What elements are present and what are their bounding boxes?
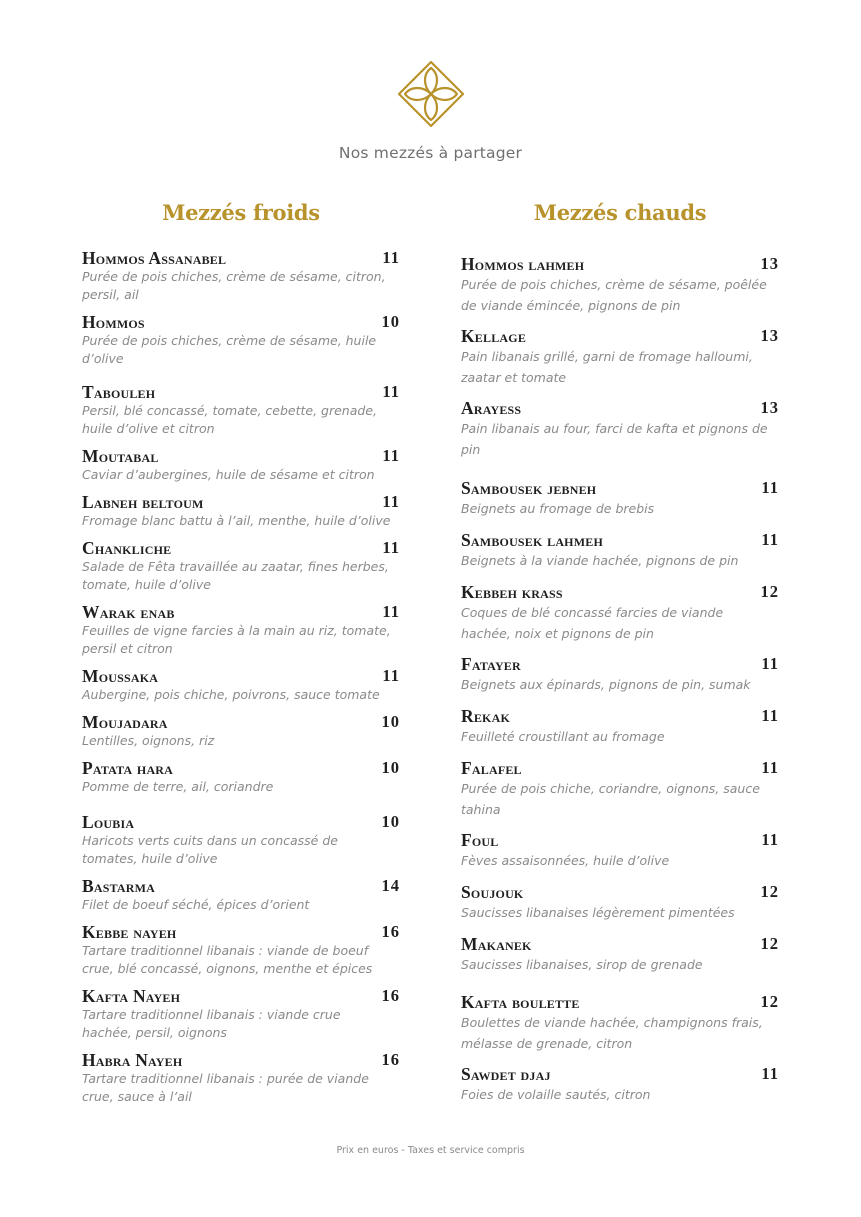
menu-item-price: 10 (381, 758, 400, 777)
menu-item (82, 248, 400, 304)
menu-item (461, 326, 779, 388)
menu-item-description: Pain libanais grillé, garni de fromage halloumi, zaatar et tomate (461, 349, 753, 385)
menu-item-price: 11 (761, 654, 779, 673)
menu-item-header (461, 706, 779, 726)
menu-item-header (82, 446, 400, 466)
gold-diamond-flower-icon (397, 60, 465, 128)
menu-item-name: Makanek (461, 934, 532, 954)
menu-item-description: Saucisses libanaises, sirop de grenade (461, 957, 703, 972)
menu-item-description: Coques de blé concassé farcies de viande hachée, noix et pignons de pin (461, 605, 724, 641)
menu-item (82, 382, 400, 438)
menu-item-description: Fromage blanc battu à l’ail, menthe, huile d’olive (82, 513, 391, 528)
menu-item-price: 13 (760, 254, 779, 273)
menu-item-name: Sawdet djaj (461, 1064, 551, 1084)
menu-item (461, 706, 779, 747)
hot-mezze-column (461, 198, 779, 1102)
menu-item-description: Feuilleté croustillant au fromage (461, 729, 665, 744)
menu-item-name: Kafta boulette (461, 992, 580, 1012)
menu-item-price: 11 (382, 538, 400, 557)
menu-item-name: Fatayer (461, 654, 521, 674)
menu-item-price: 12 (760, 882, 779, 901)
menu-item-price: 16 (381, 922, 400, 941)
menu-item-header (461, 758, 779, 778)
menu-item-description: Filet de boeuf séché, épices d’orient (82, 897, 310, 912)
menu-item-description: Tartare traditionnel libanais : viande crue hachée, persil, oignons (82, 1007, 341, 1040)
menu-item-header (461, 934, 779, 954)
menu-item-price: 12 (760, 992, 779, 1011)
menu-item-price: 11 (761, 478, 779, 497)
menu-item (82, 446, 400, 484)
menu-item-header (82, 492, 400, 512)
menu-item-header (82, 986, 400, 1006)
menu-item (82, 712, 400, 750)
menu-item-header (82, 312, 400, 332)
page-subtitle: Nos mezzés à partager (338, 144, 523, 162)
menu-item (461, 398, 779, 460)
menu-item-price: 13 (760, 326, 779, 345)
menu-item-description: Beignets au fromage de brebis (461, 501, 655, 516)
menu-item-description: Tartare traditionnel libanais : viande de boeuf crue, blé concassé, oignons, menthe et épices (82, 943, 373, 976)
menu-item-header (461, 254, 779, 274)
menu-item-description: Beignets aux épinards, pignons de pin, sumak (461, 677, 751, 692)
menu-item-description: Purée de pois chiche, coriandre, oignons, sauce tahina (461, 781, 760, 817)
menu-item-name: Rekak (461, 706, 510, 726)
menu-item-name: Falafel (461, 758, 522, 778)
menu-item (82, 666, 400, 704)
menu-item-price: 10 (381, 812, 400, 831)
menu-item (461, 882, 779, 923)
menu-item-description: Fèves assaisonnées, huile d’olive (461, 853, 670, 868)
menu-item-header (82, 382, 400, 402)
menu-item-name: Kebbe nayeh (82, 922, 177, 942)
menu-item-name: Labneh beltoum (82, 492, 204, 512)
menu-item-price: 11 (382, 666, 400, 685)
menu-item-header (461, 478, 779, 498)
menu-item-name: Moujadara (82, 712, 168, 732)
menu-item (461, 758, 779, 820)
menu-item-name: Kafta Nayeh (82, 986, 181, 1006)
menu-item (461, 582, 779, 644)
menu-item-header (82, 876, 400, 896)
menu-item (461, 992, 779, 1054)
menu-item (461, 254, 779, 316)
section-title-cold: Mezzés froids (162, 200, 320, 225)
menu-item-name: Arayess (461, 398, 522, 418)
menu-item-header (82, 248, 400, 268)
menu-item (461, 530, 779, 571)
menu-item-price: 14 (381, 876, 400, 895)
menu-item-name: Loubia (82, 812, 135, 832)
menu-item-header (461, 530, 779, 550)
menu-item-description: Foies de volaille sautés, citron (461, 1087, 651, 1102)
menu-item-name: Soujouk (461, 882, 524, 902)
menu-item-description: Tartare traditionnel libanais : purée de viande crue, sauce à l’ail (82, 1071, 369, 1104)
menu-item-price: 10 (381, 712, 400, 731)
menu-item-price: 11 (761, 530, 779, 549)
menu-item (82, 602, 400, 658)
menu-item (461, 654, 779, 695)
menu-item-name: Kebbeh krass (461, 582, 563, 602)
menu-item-price: 11 (382, 446, 400, 465)
menu-item-name: Kellage (461, 326, 527, 346)
menu-item-header (461, 582, 779, 602)
menu-item (82, 758, 400, 796)
menu-item-description: Saucisses libanaises légèrement pimentées (461, 905, 735, 920)
menu-item-price: 11 (382, 248, 400, 267)
menu-item-price: 10 (381, 312, 400, 331)
menu-item-header (82, 602, 400, 622)
menu-item-description: Pain libanais au four, farci de kafta et pignons de pin (461, 421, 768, 457)
menu-item-name: Bastarma (82, 876, 156, 896)
menu-item-price: 11 (761, 758, 779, 777)
menu-item-header (82, 712, 400, 732)
menu-item (461, 934, 779, 975)
menu-item-header (461, 1064, 779, 1084)
menu-item-price: 11 (761, 830, 779, 849)
menu-item-description: Purée de pois chiches, crème de sésame, citron, persil, ail (82, 269, 386, 302)
menu-item-header (461, 882, 779, 902)
menu-item (82, 876, 400, 914)
menu-item-name: Sambousek jebneh (461, 478, 597, 498)
cold-mezze-column (82, 198, 400, 1104)
menu-item (82, 312, 400, 368)
menu-item-name: Hommos (82, 312, 145, 332)
menu-item-header (461, 654, 779, 674)
menu-item-name: Chankliche (82, 538, 172, 558)
menu-item-description: Lentilles, oignons, riz (82, 733, 215, 748)
section-title-hot: Mezzés chauds (533, 200, 707, 225)
menu-item-header (461, 992, 779, 1012)
menu-item (82, 538, 400, 594)
menu-item-price: 16 (381, 1050, 400, 1069)
menu-item-description: Boulettes de viande hachée, champignons frais, mélasse de grenade, citron (461, 1015, 763, 1051)
menu-item-price: 11 (382, 602, 400, 621)
menu-item-price: 12 (760, 934, 779, 953)
menu-item-name: Foul (461, 830, 499, 850)
menu-item-price: 11 (761, 706, 779, 725)
menu-item-header (82, 758, 400, 778)
menu-item-header (461, 830, 779, 850)
menu-item (461, 478, 779, 519)
menu-item-header (82, 1050, 400, 1070)
menu-item (461, 1064, 779, 1105)
menu-item-name: Patata hara (82, 758, 174, 778)
menu-item-header (461, 398, 779, 418)
menu-item-price: 13 (760, 398, 779, 417)
menu-item (82, 492, 400, 530)
menu-item-name: Sambousek lahmeh (461, 530, 603, 550)
menu-item-header (82, 812, 400, 832)
menu-item-description: Pomme de terre, ail, coriandre (82, 779, 274, 794)
menu-item-description: Feuilles de vigne farcies à la main au riz, tomate, persil et citron (82, 623, 391, 656)
price-note-footer: Prix en euros - Taxes et service compris (336, 1145, 525, 1156)
menu-item-price: 16 (381, 986, 400, 1005)
menu-item (82, 922, 400, 978)
menu-item-price: 11 (382, 492, 400, 511)
menu-item-description: Persil, blé concassé, tomate, cebette, grenade, huile d’olive et citron (82, 403, 377, 436)
menu-item (82, 1050, 400, 1106)
menu-item-name: Hommos Assanabel (82, 248, 227, 268)
menu-item-header (461, 326, 779, 346)
menu-item-price: 12 (760, 582, 779, 601)
menu-item-description: Caviar d’aubergines, huile de sésame et citron (82, 467, 375, 482)
menu-item-header (82, 666, 400, 686)
menu-item-description: Beignets à la viande hachée, pignons de pin (461, 553, 739, 568)
menu-item (82, 986, 400, 1042)
menu-item-header (82, 538, 400, 558)
menu-item-price: 11 (761, 1064, 779, 1083)
menu-item-name: Habra Nayeh (82, 1050, 183, 1070)
menu-item-name: Moussaka (82, 666, 159, 686)
menu-item-description: Salade de Fêta travaillée au zaatar, fines herbes, tomate, huile d’olive (82, 559, 389, 592)
menu-item-name: Tabouleh (82, 382, 156, 402)
menu-item-description: Haricots verts cuits dans un concassé de tomates, huile d’olive (82, 833, 338, 866)
menu-item-name: Moutabal (82, 446, 159, 466)
menu-item-name: Hommos lahmeh (461, 254, 585, 274)
menu-item-description: Purée de pois chiches, crème de sésame, poêlée de viande émincée, pignons de pin (461, 277, 767, 313)
menu-item (461, 830, 779, 871)
menu-item-description: Aubergine, pois chiche, poivrons, sauce tomate (82, 687, 380, 702)
menu-item (82, 812, 400, 868)
menu-item-price: 11 (382, 382, 400, 401)
menu-item-name: Warak enab (82, 602, 175, 622)
menu-item-header (82, 922, 400, 942)
menu-item-description: Purée de pois chiches, crème de sésame, huile d’olive (82, 333, 377, 366)
